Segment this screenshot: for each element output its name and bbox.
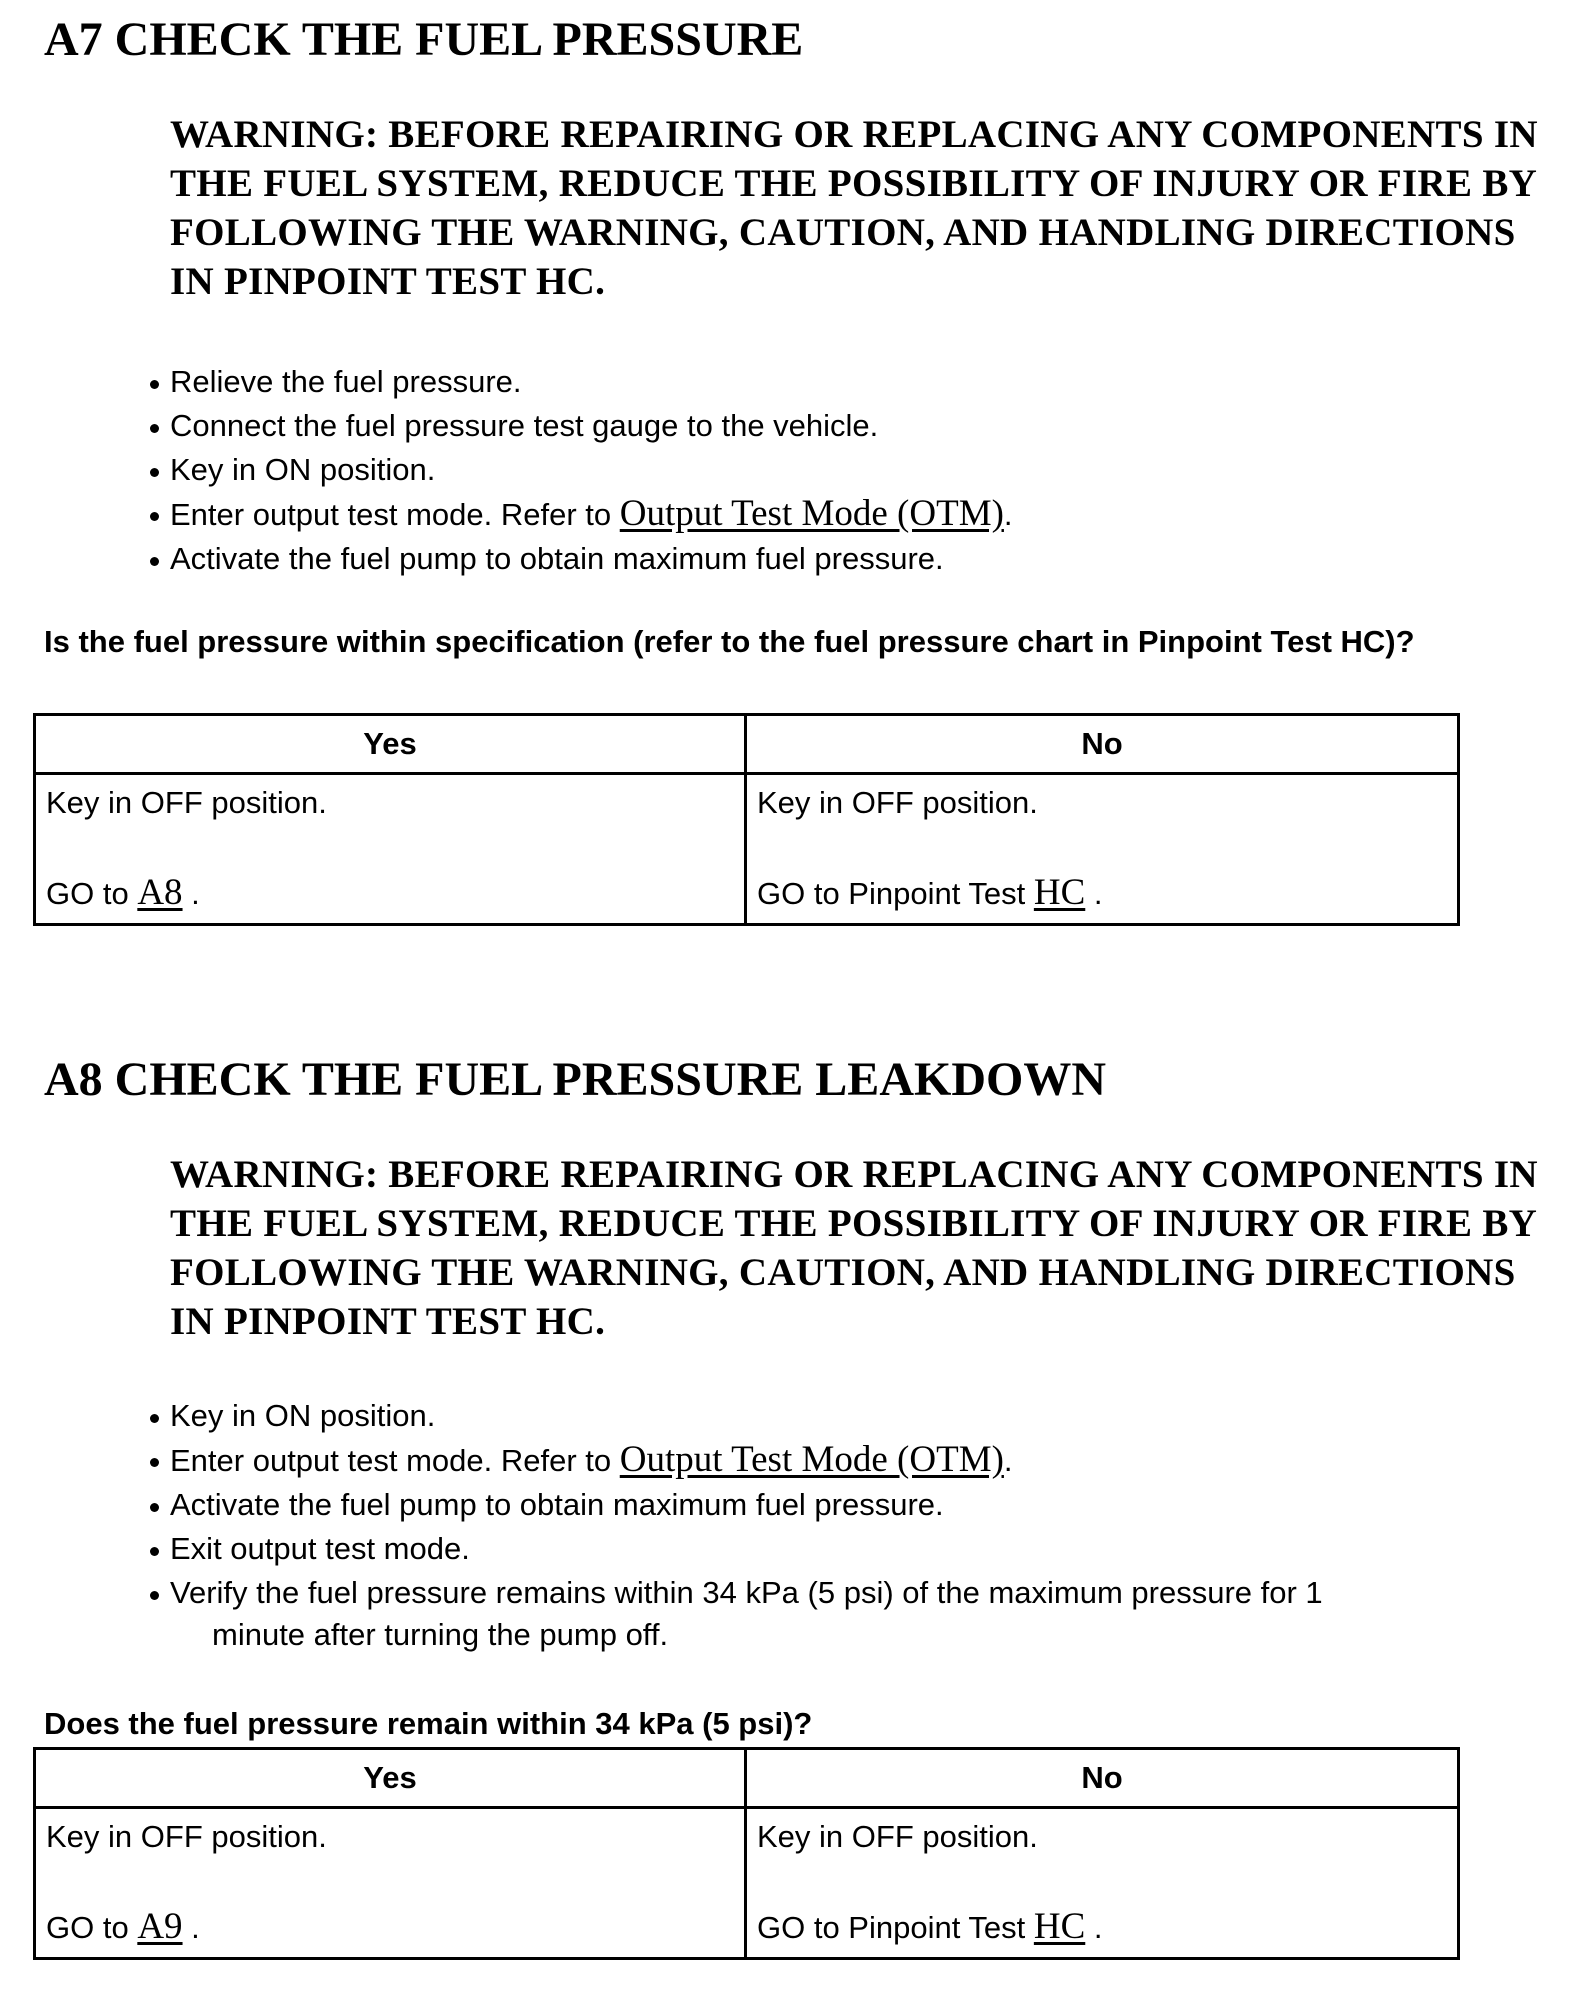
- no-suffix: .: [1085, 1910, 1103, 1945]
- no-cell: [746, 774, 1459, 925]
- yes-cell: [35, 1808, 746, 1959]
- result-table: [33, 713, 1460, 926]
- step-text: Verify the fuel pressure remains within 34 kPa (5 psi) of the maximum pressure for 1: [170, 1575, 1323, 1610]
- result-table: [33, 1747, 1460, 1960]
- yes-cell: [35, 774, 746, 925]
- list-item: Activate the fuel pump to obtain maximum fuel pressure.: [146, 1483, 1506, 1527]
- no-prefix: GO to Pinpoint Test: [757, 876, 1034, 911]
- list-item: Relieve the fuel pressure.: [146, 360, 1506, 404]
- no-header: No: [746, 715, 1459, 774]
- step-list: [146, 360, 1506, 581]
- list-item: Key in ON position.: [146, 448, 1506, 492]
- question-text: Does the fuel pressure remain within 34 kPa (5 psi)?: [44, 1706, 813, 1741]
- step-text: Enter output test mode. Refer to: [170, 1443, 620, 1478]
- no-line1: Key in OFF position.: [757, 785, 1038, 820]
- yes-line1: Key in OFF position.: [46, 785, 327, 820]
- list-item: Connect the fuel pressure test gauge to the vehicle.: [146, 404, 1506, 448]
- warning-text: WARNING: BEFORE REPAIRING OR REPLACING ANY COMPONENTS IN THE FUEL SYSTEM, REDUCE THE POSSIBILITY OF INJURY OR FIRE BY FOLLOWING THE WARNING, CAUTION, AND HANDLING DIRECTIONS IN PINPOINT TEST HC.: [170, 113, 1538, 303]
- yes-prefix: GO to: [46, 1910, 138, 1945]
- step-text-continued: minute after turning the pump off.: [212, 1617, 669, 1652]
- yes-header: Yes: [35, 1749, 746, 1808]
- list-item: [146, 492, 1506, 537]
- no-suffix: .: [1085, 876, 1103, 911]
- pinpoint-hc-link[interactable]: HC: [1033, 872, 1086, 913]
- otm-link[interactable]: Output Test Mode (OTM): [619, 1439, 1004, 1480]
- no-line2: [757, 1905, 1103, 1948]
- list-item: Key in ON position.: [146, 1394, 1506, 1438]
- list-item: Activate the fuel pump to obtain maximum fuel pressure.: [146, 537, 1506, 581]
- goto-a8-link[interactable]: A8: [137, 872, 183, 913]
- section-title: A8 CHECK THE FUEL PRESSURE LEAKDOWN: [44, 1053, 1106, 1106]
- yes-line2: [46, 871, 200, 914]
- yes-suffix: .: [182, 1910, 200, 1945]
- yes-header: Yes: [35, 715, 746, 774]
- otm-suffix: .: [1003, 1443, 1013, 1478]
- yes-line2: [46, 1905, 200, 1948]
- no-prefix: GO to Pinpoint Test: [757, 1910, 1034, 1945]
- goto-a9-link[interactable]: A9: [137, 1906, 183, 1947]
- warning-text: WARNING: BEFORE REPAIRING OR REPLACING ANY COMPONENTS IN THE FUEL SYSTEM, REDUCE THE POSSIBILITY OF INJURY OR FIRE BY FOLLOWING THE WARNING, CAUTION, AND HANDLING DIRECTIONS IN PINPOINT TEST HC.: [170, 1153, 1538, 1343]
- list-item: Exit output test mode.: [146, 1527, 1506, 1571]
- otm-suffix: .: [1003, 497, 1013, 532]
- pinpoint-hc-link[interactable]: HC: [1033, 1906, 1086, 1947]
- section-title: A7 CHECK THE FUEL PRESSURE: [44, 13, 804, 66]
- yes-prefix: GO to: [46, 876, 138, 911]
- no-header: No: [746, 1749, 1459, 1808]
- yes-suffix: .: [182, 876, 200, 911]
- list-item: [146, 1438, 1506, 1483]
- step-list: [146, 1394, 1506, 1655]
- question-text: Is the fuel pressure within specification (refer to the fuel pressure chart in Pinpoint Test HC)?: [44, 624, 1415, 659]
- step-text: Enter output test mode. Refer to: [170, 497, 620, 532]
- yes-line1: Key in OFF position.: [46, 1819, 327, 1854]
- no-cell: [746, 1808, 1459, 1959]
- list-item: [146, 1571, 1506, 1655]
- otm-link[interactable]: Output Test Mode (OTM): [619, 493, 1004, 534]
- no-line2: [757, 871, 1103, 914]
- no-line1: Key in OFF position.: [757, 1819, 1038, 1854]
